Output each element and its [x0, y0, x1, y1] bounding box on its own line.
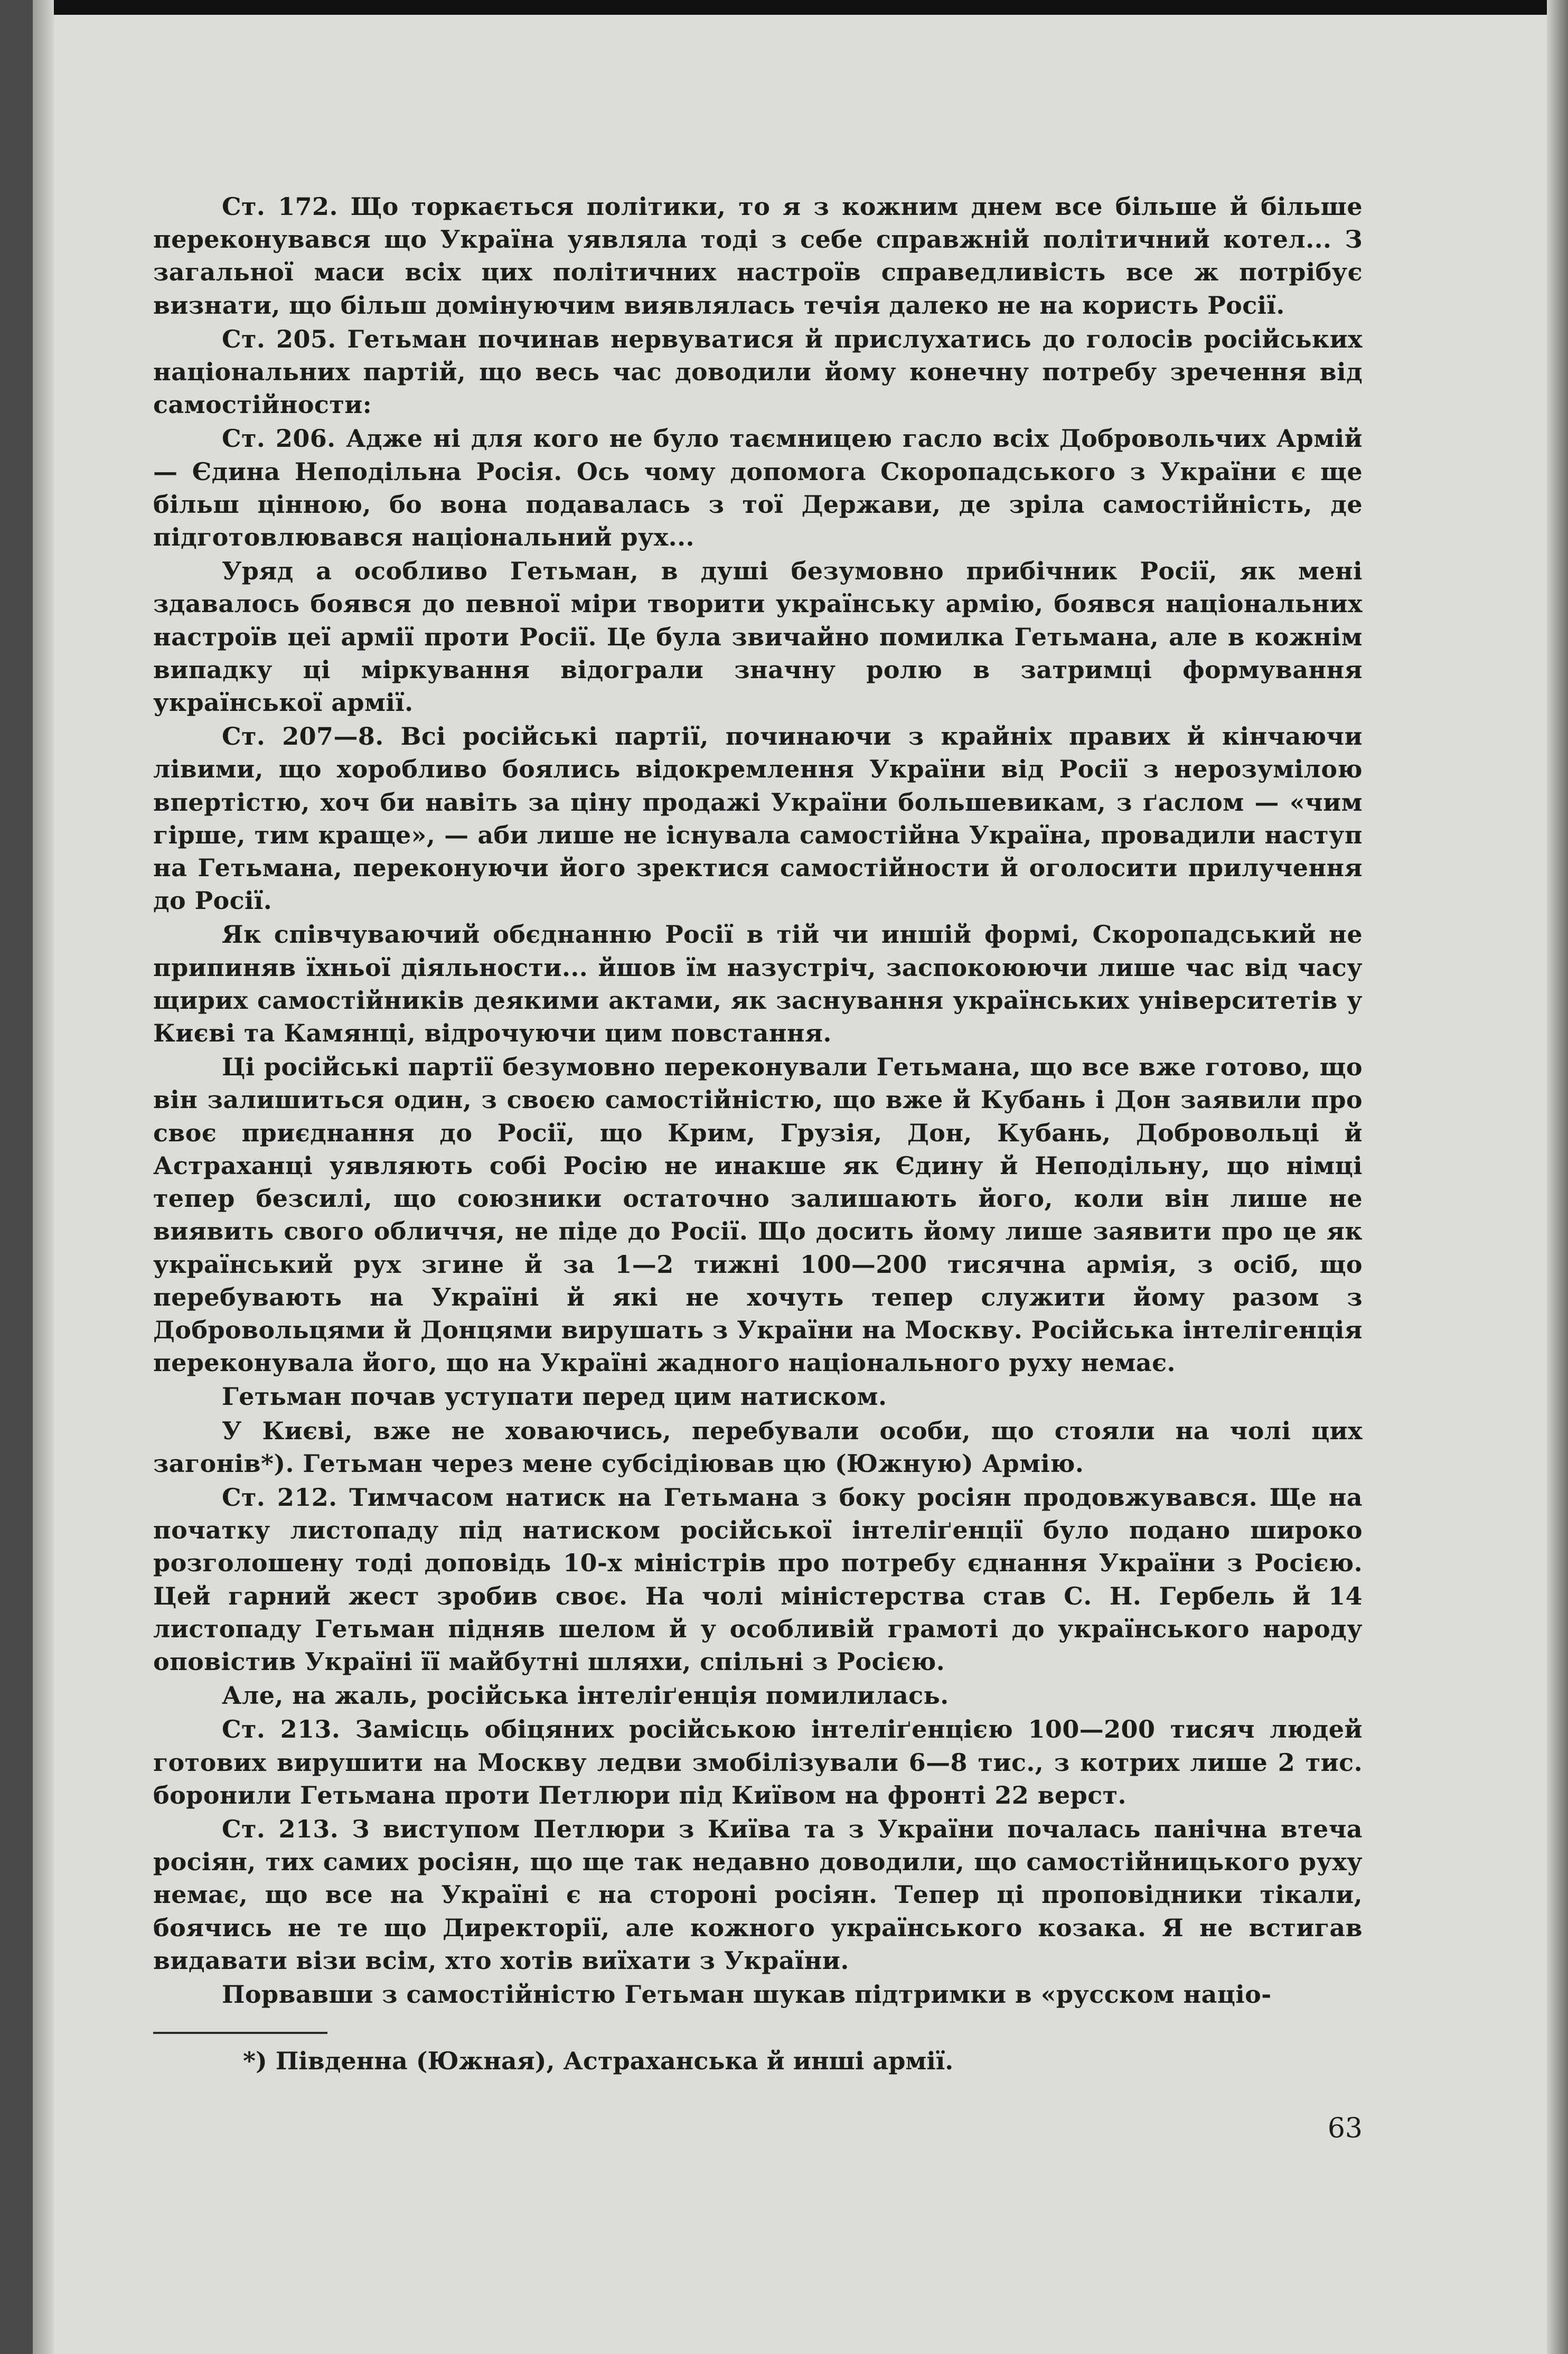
- paragraph: Гетьман почав уступати перед цим натиском.: [222, 1382, 887, 1411]
- paragraph: Ст. 206. Адже ні для кого не було таємницею гасло всіх Добровольчих Армій — Єдина Неподільна Росія. Ось чому допомога Скоропадського з України є ще більш цінною, бо вона подавалась з тої Держави, де зріла самостійність, де підготовлювався національний рух...: [153, 424, 1363, 552]
- paragraph: Ст. 205. Гетьман починав нервуватися й прислухатись до голосів російських національних партій, що весь час доводили йому конечну потребу зречення від самостійности:: [153, 324, 1363, 419]
- paragraph: Уряд а особливо Гетьман, в душі безумовно прибічник Росії, як мені здавалось боявся до певної міри творити українську армію, боявся національних настроїв цеї армії проти Росії. Це була звичайно помилка Гетьмана, але в кожнім випадку ці міркування відограли значну ролю в затримці формування української армії.: [153, 557, 1363, 717]
- paragraph: Ст. 207—8. Всі російські партії, починаючи з крайніх правих й кінчаючи лівими, що хоробливо боялись відокремлення України від Росії з нерозумілою впертістю, хоч би навіть за ціну продажі України большевикам, з ґаслом — «чим гірше, тим краще», — аби лише не існувала самостійна Україна, провадили наступ на Гетьмана, переконуючи його зректися самостійности й оголосити прилучення до Росії.: [153, 722, 1363, 915]
- book-gutter: [33, 0, 54, 2354]
- paragraph: Ст. 212. Тимчасом натиск на Гетьмана з боку росіян продовжувався. Ще на початку листопаду під натиском російської інтеліґенції було подано широко розголошену тоді доповідь 10-х міністрів про потребу єднання України з Росією. Цей гарний жест зробив своє. На чолі міністерства став С. Н. Гербель й 14 листопаду Гетьман підняв шелом й у особливій грамоті до українського народу оповістив Україні її майбутні шляхи, спільні з Росією.: [153, 1483, 1363, 1676]
- paragraph: Ці російські партії безумовно переконували Гетьмана, що все вже готово, що він залишиться один, з своєю самостійністю, що вже й Кубань і Дон заявили про своє приєднання до Росії, що Крим, Грузія, Дон, Кубань, Добровольці й Астраханці уявляють собі Росію не инакше як Єдину й Неподільну, що німці тепер безсилі, що союзники остаточно залишають його, коли він лише не виявить свого обличчя, не піде до Росії. Що досить йому лише заявити про це як український рух згине й за 1—2 тижні 100—200 тисячна армія, з осіб, що перебувають на Україні й які не хочуть тепер служити йому разом з Добровольцями й Донцями вирушать з України на Москву. Російська інтелігенція переконувала його, що на Україні жадного національного руху немає.: [153, 1053, 1363, 1377]
- paragraph: Але, на жаль, російська інтеліґенція помилилась.: [222, 1681, 949, 1710]
- scan-top-edge: [0, 0, 1568, 15]
- paragraph: Як співчуваючий обєднанню Росії в тій чи иншій формі, Скоропадський не припиняв їхньої діяльности... йшов їм назустріч, заспокоюючи лише час від часу щирих самостійників деякими актами, як заснування українських університетів у Києві та Камянці, відрочуючи цим повстання.: [153, 920, 1363, 1048]
- paragraph: Ст. 213. З виступом Петлюри з Київа та з України почалась панічна втеча росіян, тих самих росіян, що ще так недавно доводили, що самостійницького руху немає, що все на Україні є на стороні росіян. Тепер ці проповідники тікали, боячись не те що Директорії, але кожного українського козака. Я не встигав видавати візи всім, хто хотів виїхати з України.: [153, 1814, 1363, 1975]
- footnote: *) Південна (Южная), Астраханська й инші армії.: [243, 2047, 954, 2076]
- page-number: 63: [1327, 2113, 1363, 2144]
- scan-right-edge: [1547, 0, 1568, 2354]
- paragraph: Ст. 172. Що торкається політики, то я з кожним днем все більше й більше переконувався що Україна уявляла тоді з себе справжній політичний котел... З загальної маси всіх цих політичних настроїв справедливість все ж потрібує визнати, що більш домінуючим виявлялась течія далеко не на користь Росії.: [153, 192, 1363, 320]
- paragraph: У Києві, вже не ховаючись, перебували особи, що стояли на чолі цих загонів*). Гетьман через мене субсідіював цю (Южную) Армію.: [153, 1416, 1363, 1478]
- body-text: [153, 190, 1363, 2011]
- paragraph: Порвавши з самостійністю Гетьман шукав підтримки в «русском націо-: [222, 1980, 1272, 2009]
- paragraph: Ст. 213. Замісць обіцяних російською інтеліґенцією 100—200 тисяч людей готових вирушити на Москву ледви змобілізували 6—8 тис., з котрих лише 2 тис. боронили Гетьмана проти Петлюри під Київом на фронті 22 верст.: [153, 1715, 1363, 1809]
- book-spine-shadow: [0, 0, 33, 2354]
- footnote-divider: [153, 2032, 327, 2034]
- page-content: [153, 190, 1363, 2239]
